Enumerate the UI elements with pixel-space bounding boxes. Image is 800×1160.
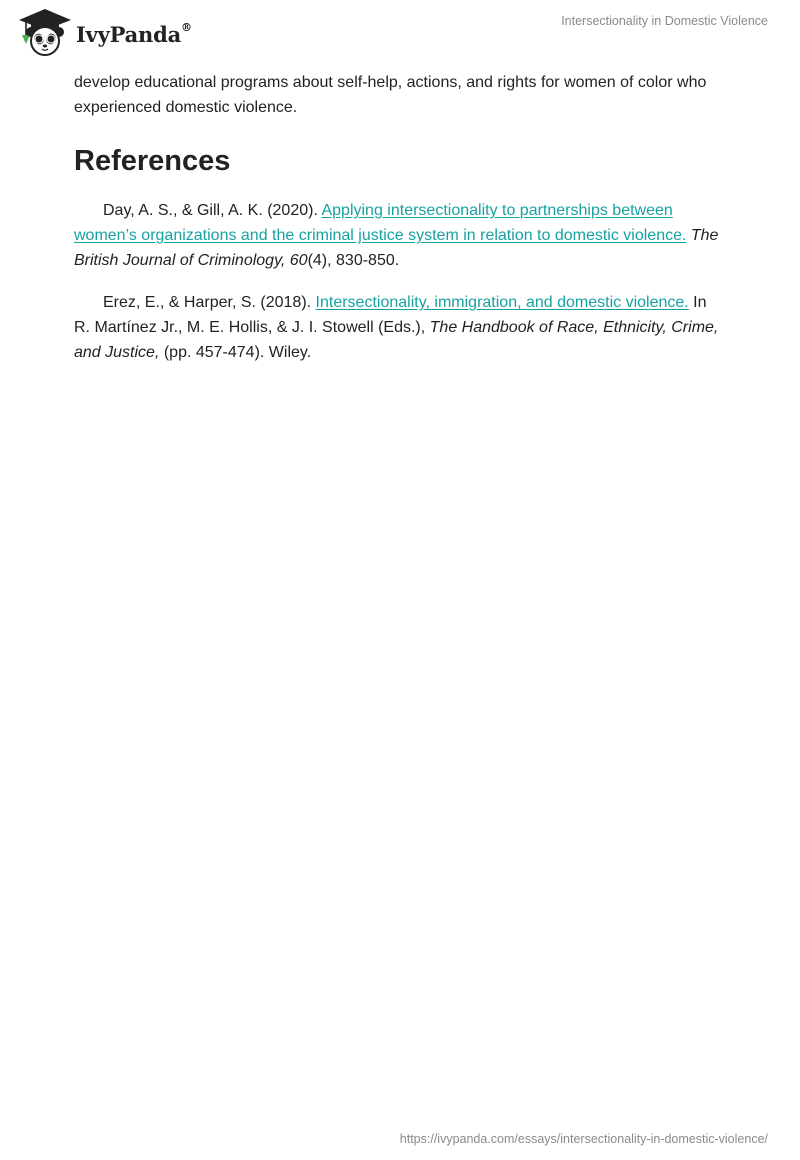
reference-pages: (4), 830-850. xyxy=(307,252,400,269)
reference-authors: Erez, E., & Harper, S. (2018). xyxy=(103,294,316,311)
registered-mark: ® xyxy=(181,20,192,34)
reference-pages: (pp. 457-474). Wiley. xyxy=(159,344,312,361)
continuation-paragraph: develop educational programs about self-help, actions, and rights for women of color who experienced domestic violence. xyxy=(74,74,707,116)
reference-book-title: The Handbook of Race, Ethnicity, Crime, and Justice, xyxy=(74,319,719,361)
footer-url[interactable]: https://ivypanda.com/essays/intersectionality-in-domestic-violence/ xyxy=(399,1132,768,1146)
reference-entry xyxy=(74,290,726,365)
running-title: Intersectionality in Domestic Violence xyxy=(561,14,768,28)
reference-link[interactable]: Applying intersectionality to partnerships between women’s organizations and the criminal justice system in relation to domestic violence. xyxy=(74,202,687,244)
reference-entry xyxy=(74,198,726,273)
reference-volume: 60 xyxy=(289,252,308,269)
brand-name: IvyPanda® xyxy=(76,20,192,47)
panda-graduate-icon xyxy=(16,8,74,56)
document-body xyxy=(74,70,726,365)
reference-authors: Day, A. S., & Gill, A. K. (2020). xyxy=(103,202,322,219)
reference-link[interactable]: Intersectionality, immigration, and domestic violence. xyxy=(315,294,689,311)
brand-logo[interactable] xyxy=(16,8,192,56)
reference-editors: In R. Martínez Jr., M. E. Hollis, & J. I. Stowell (Eds.), xyxy=(74,294,707,336)
references-heading: References xyxy=(74,145,231,177)
reference-journal: The British Journal of Criminology, xyxy=(74,227,719,269)
